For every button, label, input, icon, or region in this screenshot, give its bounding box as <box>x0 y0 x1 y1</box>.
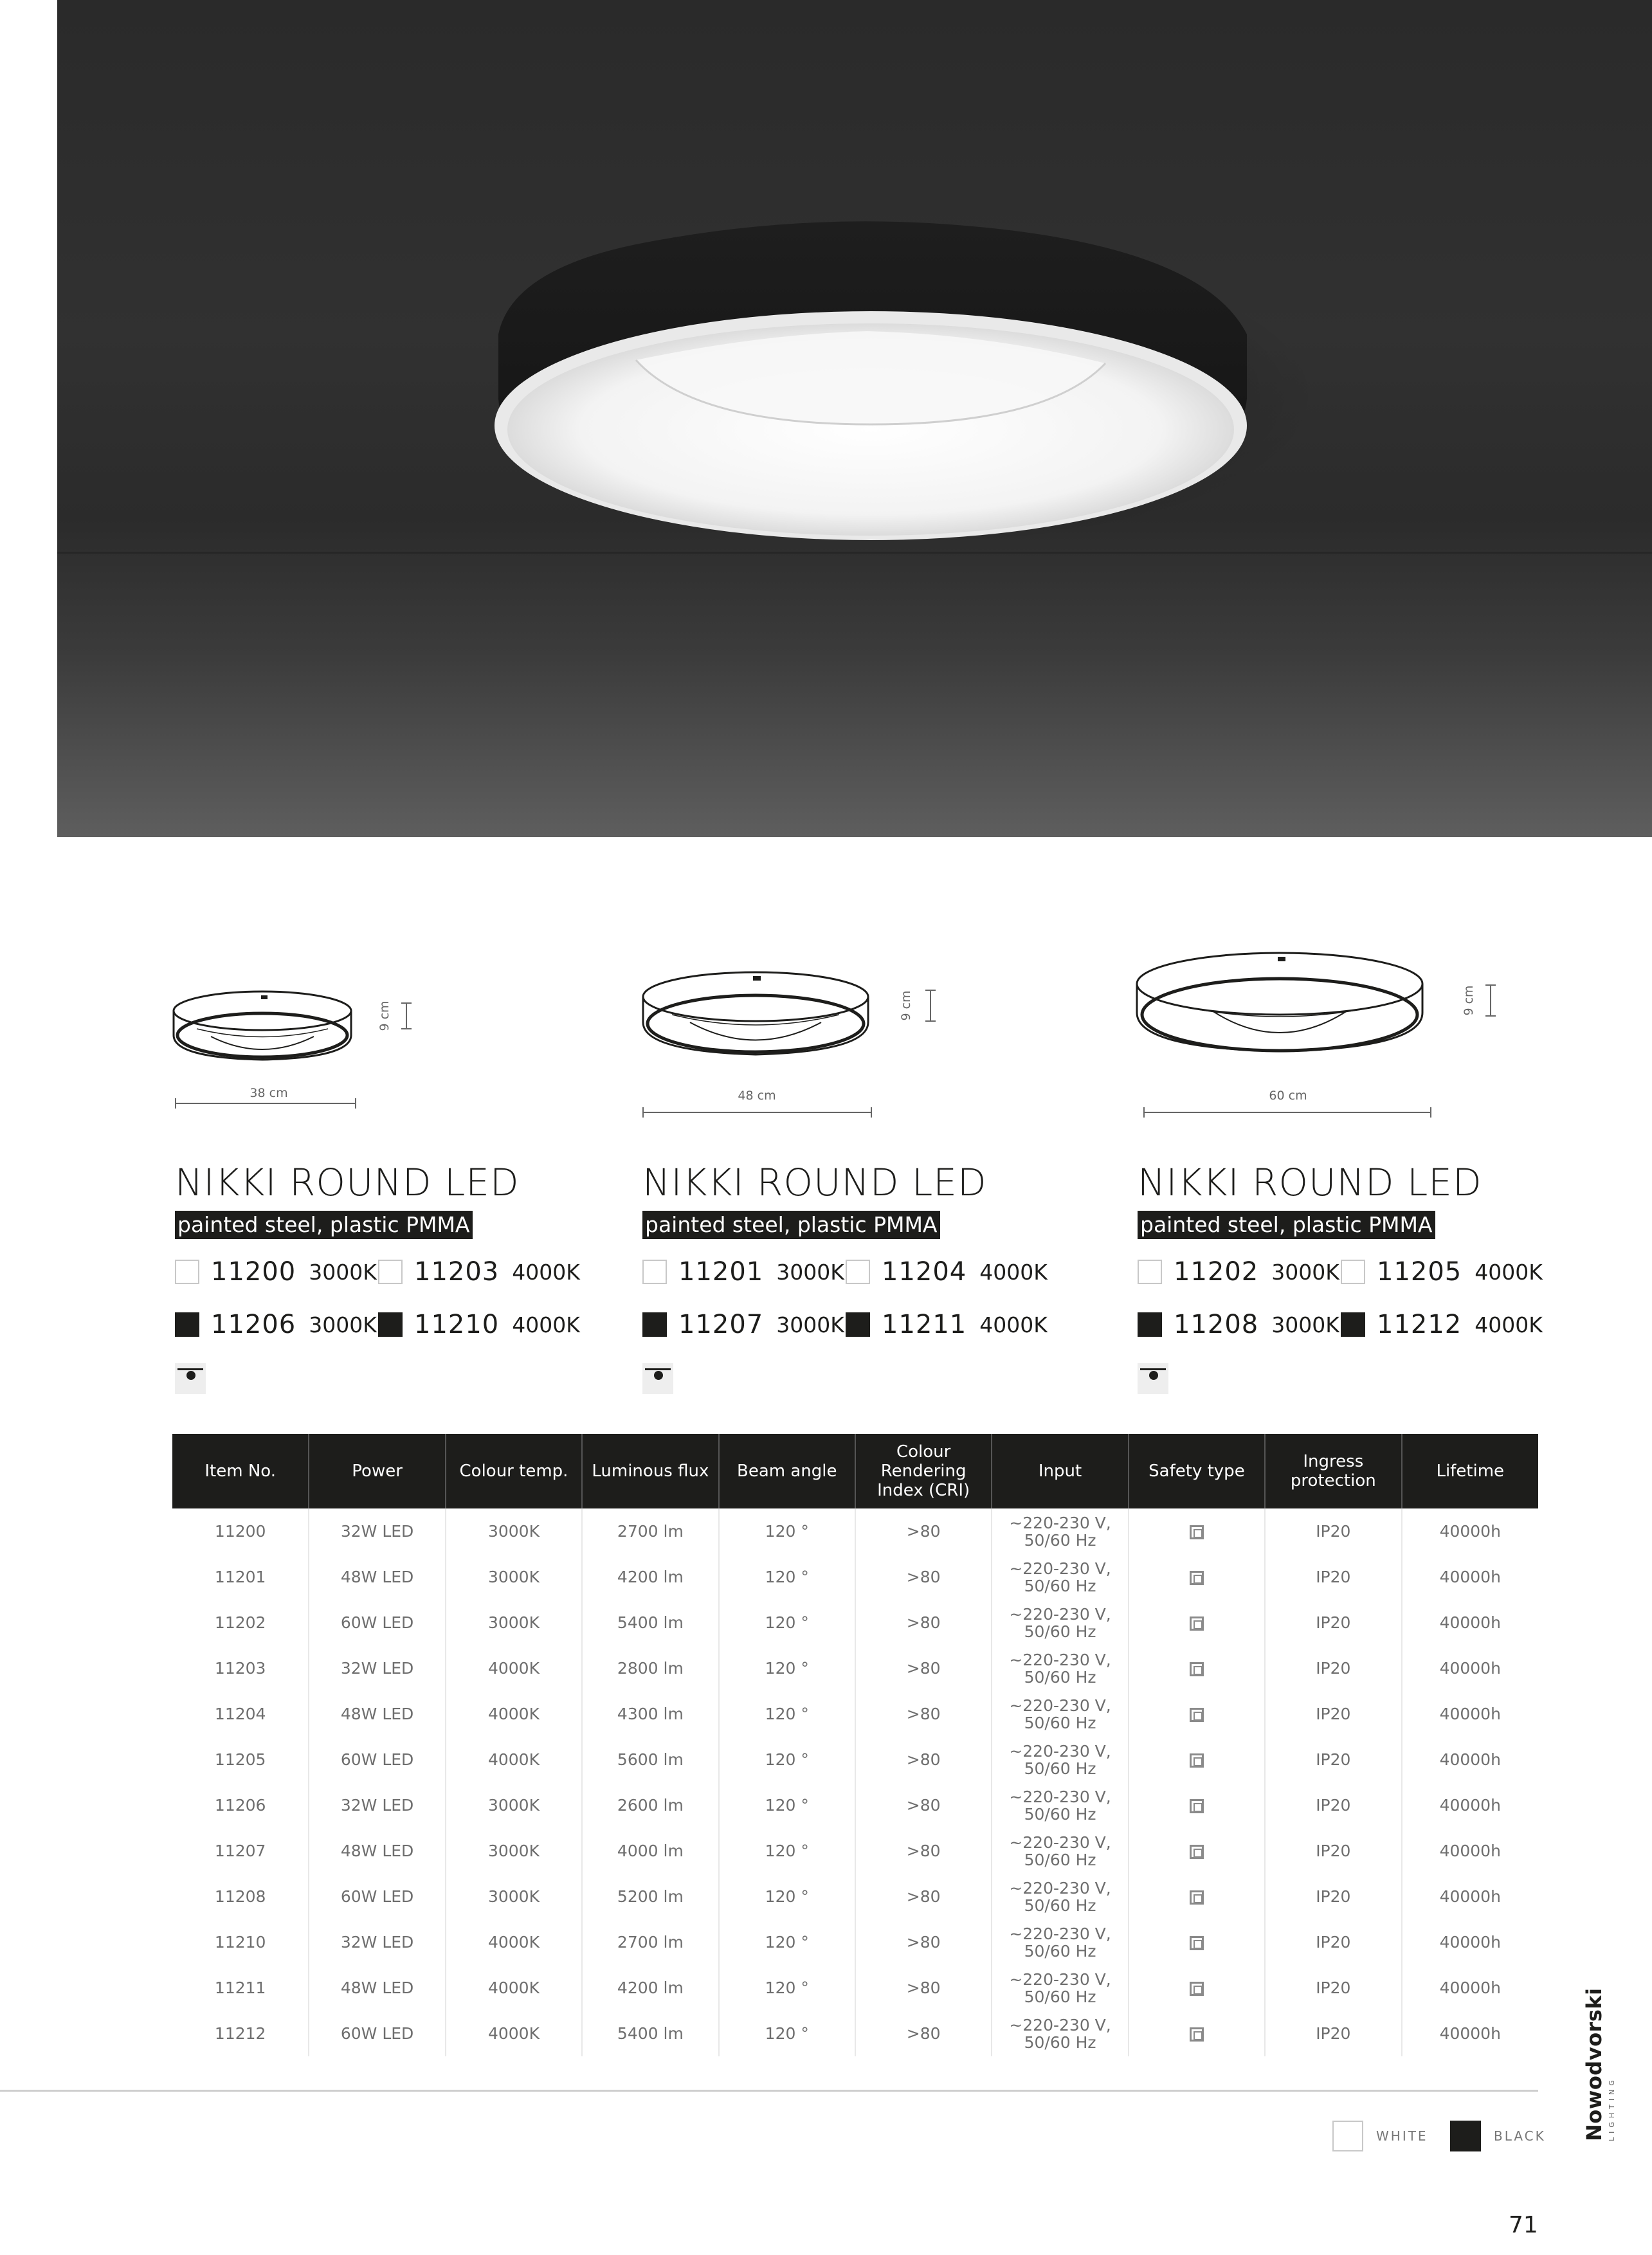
table-row <box>172 1874 1538 1919</box>
table-cell: >80 <box>855 1782 992 1828</box>
safety-class-cell <box>1129 1645 1265 1691</box>
table-cell: 40000h <box>1402 1691 1538 1737</box>
table-cell: >80 <box>855 1600 992 1645</box>
table-cell: 2800 lm <box>582 1645 718 1691</box>
header-input: Input <box>992 1434 1128 1508</box>
safety-class-cell <box>1129 1965 1265 2011</box>
table-cell: ~220-230 V, 50/60 Hz <box>992 1600 1128 1645</box>
table-cell: 4200 lm <box>582 1554 718 1600</box>
table-cell: 120 ° <box>719 1600 855 1645</box>
table-cell: ~220-230 V, 50/60 Hz <box>992 1828 1128 1874</box>
table-cell: IP20 <box>1265 1508 1401 1554</box>
brand-logo <box>1582 1974 1633 2141</box>
class-ii-icon <box>1190 1982 1204 1996</box>
table-cell: 40000h <box>1402 1737 1538 1782</box>
table-cell: 120 ° <box>719 1919 855 1965</box>
variant-temp: 3000K <box>776 1312 844 1337</box>
table-cell: 11204 <box>214 1705 266 1723</box>
table-row <box>172 1737 1538 1782</box>
variant-item <box>175 1257 377 1287</box>
table-cell: ~220-230 V, 50/60 Hz <box>992 1508 1128 1554</box>
variant-code: 11200 <box>211 1257 296 1287</box>
header-cri: Colour Rendering Index (CRI) <box>855 1434 992 1508</box>
product-material: painted steel, plastic PMMA <box>642 1211 940 1239</box>
table-cell: ~220-230 V, 50/60 Hz <box>992 1645 1128 1691</box>
table-cell: IP20 <box>1265 1691 1401 1737</box>
table-cell: 120 ° <box>719 1691 855 1737</box>
table-row <box>172 1554 1538 1600</box>
variant-temp: 3000K <box>309 1259 377 1285</box>
table-cell: 32W LED <box>309 1645 445 1691</box>
table-cell: 3000K <box>446 1600 582 1645</box>
table-cell: ~220-230 V, 50/60 Hz <box>992 1965 1128 2011</box>
page-number: 71 <box>1509 2212 1538 2238</box>
table-cell: 32W LED <box>309 1782 445 1828</box>
table-cell: 48W LED <box>309 1554 445 1600</box>
variant-code: 11211 <box>882 1310 967 1339</box>
table-cell: 4000K <box>446 1965 582 2011</box>
table-cell: IP20 <box>1265 1600 1401 1645</box>
height-label: 9 cm <box>377 1001 392 1031</box>
class-ii-icon <box>1190 1571 1204 1585</box>
legend-black <box>1450 2121 1546 2151</box>
product-material: painted steel, plastic PMMA <box>1138 1211 1435 1239</box>
variant-item <box>1138 1257 1339 1287</box>
table-cell: 40000h <box>1402 1554 1538 1600</box>
class-ii-icon <box>1190 1525 1204 1539</box>
table-cell: >80 <box>855 1737 992 1782</box>
table-row <box>172 1508 1538 1554</box>
table-cell: IP20 <box>1265 1919 1401 1965</box>
table-cell: IP20 <box>1265 1737 1401 1782</box>
variant-item <box>378 1257 580 1287</box>
header-colour-temp: Colour temp. <box>446 1434 582 1508</box>
variant-temp: 4000K <box>979 1312 1048 1337</box>
table-cell: ~220-230 V, 50/60 Hz <box>992 1737 1128 1782</box>
table-cell: IP20 <box>1265 1782 1401 1828</box>
safety-class-cell <box>1129 1737 1265 1782</box>
table-cell: ~220-230 V, 50/60 Hz <box>992 1691 1128 1737</box>
class-ii-icon <box>1190 1845 1204 1859</box>
variant-item <box>846 1310 1048 1339</box>
white-swatch-icon <box>846 1260 870 1284</box>
table-cell: >80 <box>855 2011 992 2056</box>
table-cell: 5200 lm <box>582 1874 718 1919</box>
height-label: 9 cm <box>1462 985 1476 1016</box>
table-cell: IP20 <box>1265 1828 1401 1874</box>
table-cell: 2700 lm <box>582 1919 718 1965</box>
variant-code: 11210 <box>414 1310 500 1339</box>
variant-code: 11212 <box>1377 1310 1462 1339</box>
ceiling-mount-icon <box>642 1363 673 1394</box>
table-cell: 60W LED <box>309 2011 445 2056</box>
variant-temp: 4000K <box>512 1259 580 1285</box>
black-swatch-icon <box>846 1312 870 1337</box>
table-cell: 11200 <box>214 1522 266 1541</box>
table-cell: 48W LED <box>309 1965 445 2011</box>
hero-photo <box>57 0 1652 837</box>
table-cell: 4000K <box>446 2011 582 2056</box>
variant-code: 11206 <box>211 1310 296 1339</box>
product-block-1 <box>172 913 622 1402</box>
table-cell: >80 <box>855 1645 992 1691</box>
table-cell: >80 <box>855 1828 992 1874</box>
table-cell: 11212 <box>214 2024 266 2043</box>
table-cell: 120 ° <box>719 1645 855 1691</box>
class-ii-icon <box>1190 1753 1204 1768</box>
table-cell: 4000K <box>446 1737 582 1782</box>
safety-class-cell <box>1129 1919 1265 1965</box>
table-cell: 48W LED <box>309 1691 445 1737</box>
table-cell: >80 <box>855 1874 992 1919</box>
table-cell: 3000K <box>446 1554 582 1600</box>
variant-item <box>1138 1310 1339 1339</box>
class-ii-icon <box>1190 1708 1204 1722</box>
diameter-label: 48 cm <box>738 1089 776 1103</box>
white-swatch-icon <box>1138 1260 1162 1284</box>
variant-code: 11203 <box>414 1257 500 1287</box>
white-swatch-icon <box>1332 2121 1363 2151</box>
table-cell: 32W LED <box>309 1508 445 1554</box>
variant-temp: 3000K <box>309 1312 377 1337</box>
safety-class-cell <box>1129 1782 1265 1828</box>
table-cell: IP20 <box>1265 1554 1401 1600</box>
table-cell: 120 ° <box>719 1737 855 1782</box>
variant-temp: 4000K <box>1475 1259 1543 1285</box>
black-swatch-icon <box>1138 1312 1162 1337</box>
table-cell: 11208 <box>214 1887 266 1906</box>
safety-class-cell <box>1129 1554 1265 1600</box>
white-swatch-icon <box>642 1260 667 1284</box>
table-cell: IP20 <box>1265 1645 1401 1691</box>
table-cell: 120 ° <box>719 1828 855 1874</box>
table-cell: 4000 lm <box>582 1828 718 1874</box>
table-cell: ~220-230 V, 50/60 Hz <box>992 1782 1128 1828</box>
variant-temp: 4000K <box>512 1312 580 1337</box>
table-row <box>172 1965 1538 2011</box>
height-label: 9 cm <box>899 990 913 1021</box>
legend-white-label: WHITE <box>1376 2128 1428 2144</box>
variant-code: 11201 <box>678 1257 764 1287</box>
table-cell: 120 ° <box>719 1508 855 1554</box>
table-row <box>172 2011 1538 2056</box>
table-cell: 2700 lm <box>582 1508 718 1554</box>
table-cell: 40000h <box>1402 1508 1538 1554</box>
safety-class-cell <box>1129 1691 1265 1737</box>
white-swatch-icon <box>1341 1260 1365 1284</box>
table-cell: 60W LED <box>309 1600 445 1645</box>
black-swatch-icon <box>378 1312 403 1337</box>
table-cell: 60W LED <box>309 1737 445 1782</box>
variant-item <box>642 1310 844 1339</box>
table-cell: 3000K <box>446 1782 582 1828</box>
black-swatch-icon <box>1341 1312 1365 1337</box>
table-row <box>172 1691 1538 1737</box>
table-cell: 5400 lm <box>582 1600 718 1645</box>
table-cell: 120 ° <box>719 2011 855 2056</box>
table-cell: 40000h <box>1402 2011 1538 2056</box>
table-cell: 48W LED <box>309 1828 445 1874</box>
safety-class-cell <box>1129 1600 1265 1645</box>
spec-table <box>172 1434 1538 2056</box>
safety-class-cell <box>1129 1508 1265 1554</box>
table-cell: 40000h <box>1402 1600 1538 1645</box>
table-cell: 11205 <box>214 1750 266 1769</box>
table-cell: ~220-230 V, 50/60 Hz <box>992 1554 1128 1600</box>
table-cell: 3000K <box>446 1828 582 1874</box>
product-name: NIKKI ROUND LED <box>642 1161 987 1204</box>
table-cell: >80 <box>855 1508 992 1554</box>
class-ii-icon <box>1190 2027 1204 2042</box>
diameter-label: 60 cm <box>1269 1089 1307 1103</box>
header-safety-type: Safety type <box>1129 1434 1265 1508</box>
variant-item <box>846 1257 1048 1287</box>
table-cell: 40000h <box>1402 1965 1538 2011</box>
variant-code: 11204 <box>882 1257 967 1287</box>
table-cell: >80 <box>855 1919 992 1965</box>
table-cell: 11202 <box>214 1613 266 1632</box>
header-beam-angle: Beam angle <box>719 1434 855 1508</box>
table-row <box>172 1828 1538 1874</box>
variant-code: 11202 <box>1174 1257 1259 1287</box>
class-ii-icon <box>1190 1662 1204 1676</box>
product-name: NIKKI ROUND LED <box>175 1161 520 1204</box>
product-block-3 <box>1135 913 1585 1402</box>
variant-temp: 3000K <box>1271 1312 1339 1337</box>
class-ii-icon <box>1190 1617 1204 1631</box>
table-cell: 11207 <box>214 1842 266 1860</box>
class-ii-icon <box>1190 1799 1204 1813</box>
white-swatch-icon <box>175 1260 199 1284</box>
variant-temp: 4000K <box>979 1259 1048 1285</box>
variant-item <box>642 1257 844 1287</box>
safety-class-cell <box>1129 1874 1265 1919</box>
ceiling-mount-icon <box>175 1363 206 1394</box>
table-cell: 4300 lm <box>582 1691 718 1737</box>
ceiling-mount-icon <box>1138 1363 1168 1394</box>
brand-sub: LIGHTING <box>1608 2076 1616 2141</box>
table-cell: IP20 <box>1265 1965 1401 2011</box>
technical-drawing <box>1135 913 1585 1132</box>
product-name: NIKKI ROUND LED <box>1138 1161 1482 1204</box>
table-cell: ~220-230 V, 50/60 Hz <box>992 2011 1128 2056</box>
table-cell: 5600 lm <box>582 1737 718 1782</box>
safety-class-cell <box>1129 1828 1265 1874</box>
table-cell: 4000K <box>446 1691 582 1737</box>
brand-name: Nowodvorski <box>1582 1988 1606 2141</box>
table-row <box>172 1645 1538 1691</box>
diameter-label: 38 cm <box>250 1086 288 1100</box>
table-cell: 4000K <box>446 1645 582 1691</box>
header-item-no: Item No. <box>172 1434 309 1508</box>
table-cell: IP20 <box>1265 2011 1401 2056</box>
black-swatch-icon <box>1450 2121 1481 2151</box>
table-cell: 11201 <box>214 1568 266 1586</box>
table-cell: ~220-230 V, 50/60 Hz <box>992 1919 1128 1965</box>
black-swatch-icon <box>642 1312 667 1337</box>
white-swatch-icon <box>378 1260 403 1284</box>
table-cell: ~220-230 V, 50/60 Hz <box>992 1874 1128 1919</box>
table-cell: 40000h <box>1402 1874 1538 1919</box>
legend-black-label: BLACK <box>1494 2128 1546 2144</box>
variant-temp: 3000K <box>1271 1259 1339 1285</box>
table-cell: 40000h <box>1402 1828 1538 1874</box>
table-cell: 5400 lm <box>582 2011 718 2056</box>
table-cell: 40000h <box>1402 1782 1538 1828</box>
table-row <box>172 1782 1538 1828</box>
variant-temp: 4000K <box>1475 1312 1543 1337</box>
header-luminous-flux: Luminous flux <box>582 1434 718 1508</box>
table-header-row <box>172 1434 1538 1508</box>
table-cell: IP20 <box>1265 1874 1401 1919</box>
ceiling-lamp-image <box>57 0 1652 837</box>
technical-drawing <box>640 913 1090 1132</box>
table-cell: >80 <box>855 1691 992 1737</box>
variant-temp: 3000K <box>776 1259 844 1285</box>
table-cell: 120 ° <box>719 1782 855 1828</box>
table-cell: 2600 lm <box>582 1782 718 1828</box>
table-cell: 11210 <box>214 1933 266 1952</box>
table-row <box>172 1600 1538 1645</box>
legend-white <box>1332 2121 1428 2151</box>
variant-item <box>1341 1310 1543 1339</box>
table-cell: 11211 <box>214 1979 266 1997</box>
table-row <box>172 1919 1538 1965</box>
class-ii-icon <box>1190 1936 1204 1950</box>
table-cell: 40000h <box>1402 1645 1538 1691</box>
table-cell: 4000K <box>446 1919 582 1965</box>
header-power: Power <box>309 1434 445 1508</box>
product-material: painted steel, plastic PMMA <box>175 1211 473 1239</box>
variant-item <box>378 1310 580 1339</box>
class-ii-icon <box>1190 1890 1204 1905</box>
variant-code: 11208 <box>1174 1310 1259 1339</box>
variant-code: 11205 <box>1377 1257 1462 1287</box>
table-cell: >80 <box>855 1554 992 1600</box>
header-lifetime: Lifetime <box>1402 1434 1538 1508</box>
safety-class-cell <box>1129 2011 1265 2056</box>
table-cell: 120 ° <box>719 1554 855 1600</box>
header-ingress-protection: Ingress protection <box>1265 1434 1401 1508</box>
footer-divider <box>0 2090 1538 2092</box>
table-cell: 3000K <box>446 1874 582 1919</box>
table-cell: 3000K <box>446 1508 582 1554</box>
table-cell: 11206 <box>214 1796 266 1815</box>
table-body <box>172 1508 1538 2056</box>
table-cell: 32W LED <box>309 1919 445 1965</box>
table-cell: 120 ° <box>719 1874 855 1919</box>
variant-code: 11207 <box>678 1310 764 1339</box>
table-cell: 4200 lm <box>582 1965 718 2011</box>
table-cell: >80 <box>855 1965 992 2011</box>
table-cell: 60W LED <box>309 1874 445 1919</box>
black-swatch-icon <box>175 1312 199 1337</box>
variant-item <box>175 1310 377 1339</box>
technical-drawing <box>172 913 622 1132</box>
table-cell: 40000h <box>1402 1919 1538 1965</box>
table-cell: 11203 <box>214 1659 266 1678</box>
product-block-2 <box>640 913 1090 1402</box>
variant-item <box>1341 1257 1543 1287</box>
table-cell: 120 ° <box>719 1965 855 2011</box>
